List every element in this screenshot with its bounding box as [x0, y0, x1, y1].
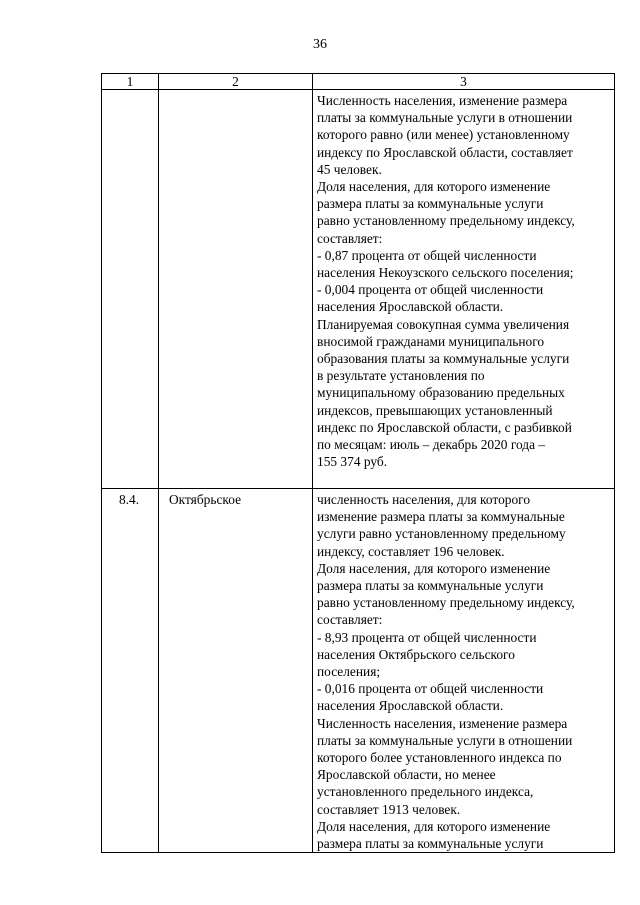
header-cell-1: 1	[102, 74, 159, 90]
text-line: - 0,016 процента от общей численности	[317, 681, 544, 697]
row-number-cell	[102, 90, 159, 489]
text-line: равно установленному предельному индексу,	[317, 595, 575, 611]
text-line: платы за коммунальные услуги в отношении	[317, 732, 573, 748]
text-line: населения Октябрьского сельского	[317, 646, 515, 662]
text-line: Численность населения, изменение размера	[317, 715, 568, 731]
text-line: индексу по Ярославской области, составляет	[317, 144, 573, 160]
table-row	[102, 489, 615, 853]
table-row	[102, 90, 615, 489]
text-line: индекс по Ярославской области, с разбивкой	[317, 419, 572, 435]
text-line: которого более установленного индекса по	[317, 750, 562, 766]
text-line: Численность населения, изменение размера	[317, 93, 568, 108]
text-line: услуги равно установленному предельному	[317, 526, 566, 542]
table-header-row	[102, 74, 615, 90]
text-line: равно установленному предельному индексу,	[317, 213, 575, 229]
text-line: численность населения, для которого	[317, 492, 531, 507]
text-line: - 0,87 процента от общей численности	[317, 247, 537, 263]
settlement-name-cell	[159, 90, 313, 489]
text-line: индексов, превышающих установленный	[317, 402, 553, 418]
text-line: 155 374 руб.	[317, 454, 388, 470]
text-line: Доля населения, для которого изменение	[317, 179, 551, 195]
text-line: населения Некоузского сельского поселения;	[317, 265, 574, 281]
text-line: которого равно (или менее) установленному	[317, 127, 570, 143]
text-line: установленного предельного индекса,	[317, 784, 534, 800]
text-line: платы за коммунальные услуги в отношении	[317, 110, 573, 126]
text-line: составляет:	[317, 230, 383, 246]
text-line: размера платы за коммунальные услуги	[317, 578, 544, 594]
text-line: составляет 1913 человек.	[317, 801, 461, 817]
text-line: в результате установления по	[317, 368, 485, 384]
text-line: Ярославской области, но менее	[317, 767, 496, 783]
text-line: по месяцам: июль – декабрь 2020 года –	[317, 437, 546, 453]
text-line: Планируемая совокупная сумма увеличения	[317, 316, 570, 332]
header-cell-2: 2	[159, 74, 313, 90]
text-line: населения Ярославской области.	[317, 698, 504, 714]
text-line: размера платы за коммунальные услуги	[317, 196, 544, 212]
text-line: образования платы за коммунальные услуги	[317, 351, 570, 367]
text-line: поселения;	[317, 664, 381, 680]
text-line: вносимой гражданами муниципального	[317, 333, 545, 349]
settlement-name-cell: Октябрьское	[159, 489, 313, 853]
text-line: - 8,93 процента от общей численности	[317, 629, 537, 645]
text-line: составляет:	[317, 612, 383, 628]
text-line: - 0,004 процента от общей численности	[317, 282, 544, 298]
text-line: Доля населения, для которого изменение	[317, 560, 551, 576]
document-table	[101, 73, 615, 853]
text-line: муниципальному образованию предельных	[317, 385, 565, 401]
text-line: Доля населения, для которого изменение	[317, 818, 551, 834]
description-cell	[313, 90, 615, 489]
text-line: размера платы за коммунальные услуги	[317, 836, 544, 852]
row-number-cell: 8.4.	[102, 489, 159, 853]
page-number: 36	[313, 37, 327, 52]
text-line: индексу, составляет 196 человек.	[317, 543, 505, 559]
description-cell	[313, 489, 615, 853]
text-line: 45 человек.	[317, 161, 382, 177]
header-cell-3: 3	[313, 74, 615, 90]
text-line: изменение размера платы за коммунальные	[317, 509, 565, 525]
text-line: населения Ярославской области.	[317, 299, 504, 315]
